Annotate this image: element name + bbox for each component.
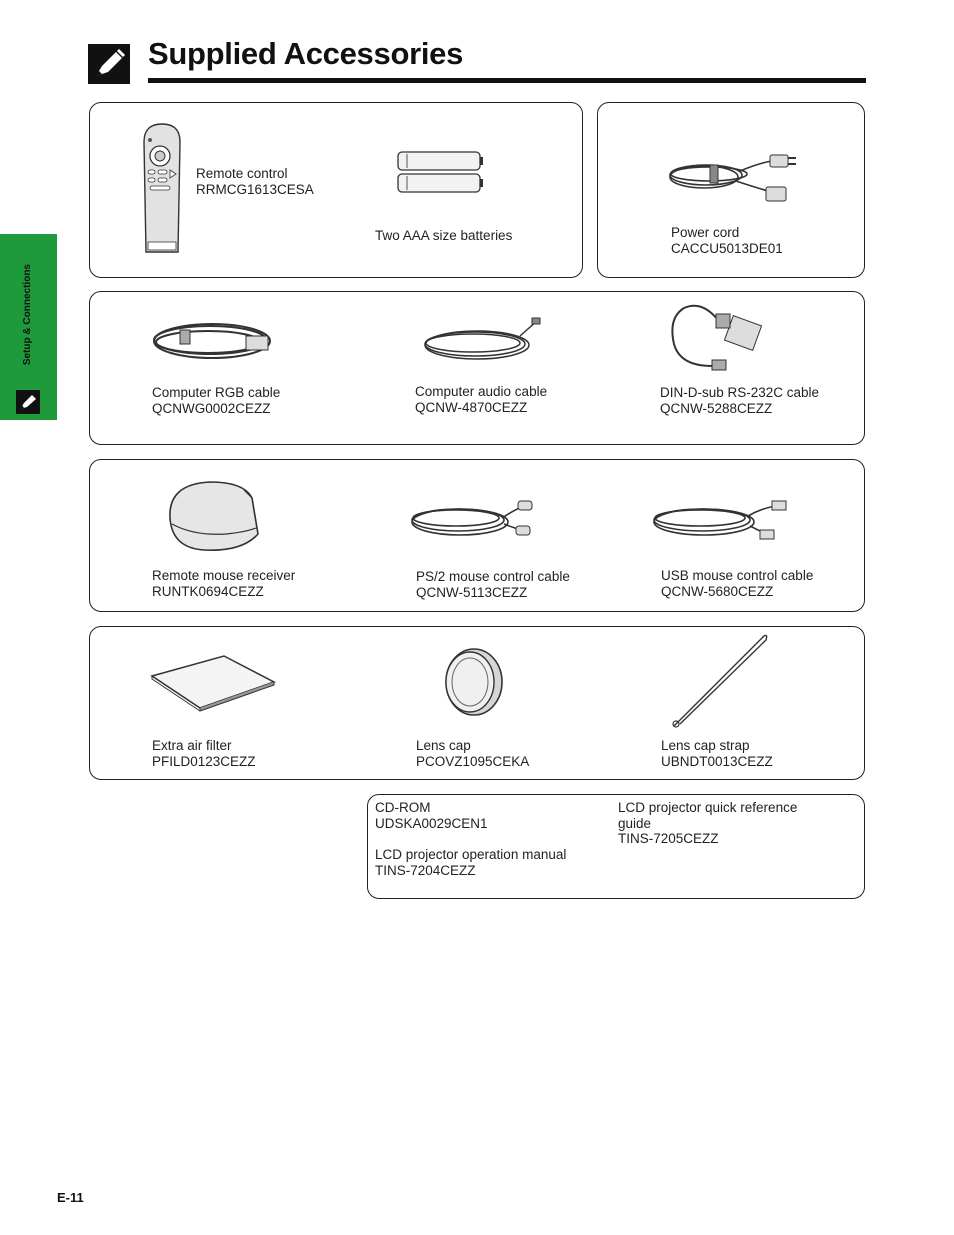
remote-control-illustration (138, 122, 186, 256)
batteries-illustration (395, 150, 485, 196)
item-label-ps2-cable: PS/2 mouse control cable QCNW-5113CEZZ (416, 569, 570, 600)
doc-label-cd-rom: CD-ROM UDSKA0029CEN1 (375, 800, 488, 831)
page-number: E-11 (57, 1190, 84, 1205)
item-label-rs232c-cable: DIN-D-sub RS-232C cable QCNW-5288CEZZ (660, 385, 820, 416)
item-label-power-cord: Power cord CACCU5013DE01 (671, 225, 783, 256)
item-label-audio-cable: Computer audio cable QCNW-4870CEZZ (415, 384, 548, 415)
air-filter-illustration (148, 652, 278, 712)
item-label-batteries: Two AAA size batteries (375, 228, 513, 243)
rgb-cable-illustration (150, 318, 276, 366)
item-label-lens-cap-strap: Lens cap strap UBNDT0013CEZZ (661, 738, 773, 769)
pen-icon (88, 44, 130, 84)
lens-cap-strap-illustration (668, 632, 772, 732)
ps2-cable-illustration (408, 498, 536, 540)
item-label-mouse-receiver: Remote mouse receiver RUNTK0694CEZZ (152, 568, 296, 599)
item-label-lens-cap: Lens cap PCOVZ1095CEKA (416, 738, 530, 769)
mouse-receiver-illustration (164, 478, 262, 554)
page-title: Supplied Accessories (148, 36, 464, 71)
item-label-air-filter: Extra air filter PFILD0123CEZZ (152, 738, 256, 769)
doc-label-quick-reference: LCD projector quick reference guide TINS-7205CEZZ (618, 800, 798, 846)
audio-cable-illustration (420, 316, 544, 366)
item-label-rgb-cable: Computer RGB cable QCNWG0002CEZZ (152, 385, 281, 416)
rs232c-cable-illustration (666, 300, 770, 382)
doc-label-operation-manual: LCD projector operation manual TINS-7204CEZZ (375, 847, 567, 878)
item-label-usb-cable: USB mouse control cable QCNW-5680CEZZ (661, 568, 814, 599)
lens-cap-illustration (440, 645, 506, 719)
side-tab-label: Setup & Connections (22, 264, 33, 366)
section-side-tab (0, 234, 57, 420)
pen-icon (16, 390, 40, 414)
item-label-remote-control: Remote control RRMCG1613CESA (196, 166, 314, 197)
title-rule (148, 78, 866, 83)
power-cord-illustration (664, 147, 800, 205)
usb-cable-illustration (650, 498, 790, 544)
